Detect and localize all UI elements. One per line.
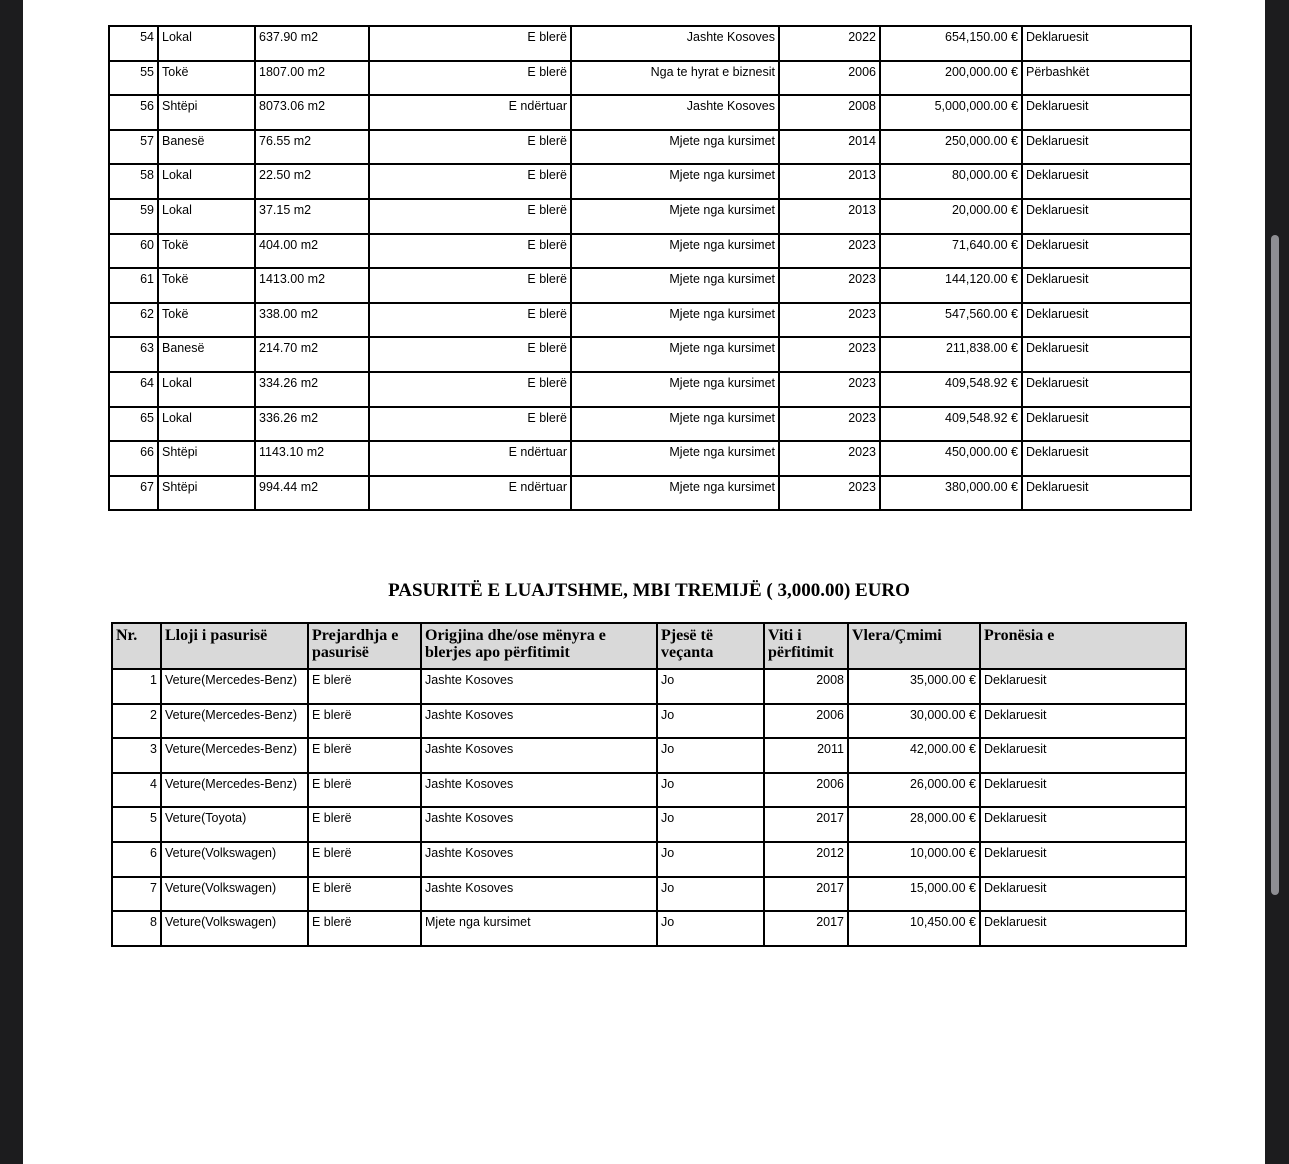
origin-cell: Mjete nga kursimet — [421, 911, 657, 946]
row-number-cell: 3 — [112, 738, 161, 773]
provenance-cell: E blerë — [308, 773, 421, 808]
value-cell: 10,000.00 € — [848, 842, 980, 877]
acquisition-type-cell: E blerë — [369, 199, 571, 234]
row-number-cell: 64 — [109, 372, 158, 407]
origin-cell: Mjete nga kursimet — [571, 476, 779, 511]
year-cell: 2008 — [779, 95, 880, 130]
table-row — [112, 704, 1186, 739]
year-cell: 2023 — [779, 303, 880, 338]
row-number-cell: 1 — [112, 669, 161, 704]
ownership-cell: Deklaruesit — [980, 877, 1186, 912]
acquisition-type-cell: E blerë — [369, 407, 571, 442]
ownership-cell: Deklaruesit — [1022, 372, 1191, 407]
value-cell: 28,000.00 € — [848, 807, 980, 842]
asset-type-cell: Lokal — [158, 372, 255, 407]
special-parts-cell: Jo — [657, 877, 764, 912]
asset-type-cell: Veture(Mercedes-Benz) — [161, 669, 308, 704]
year-cell: 2012 — [764, 842, 848, 877]
table-row — [112, 773, 1186, 808]
origin-cell: Mjete nga kursimet — [571, 234, 779, 269]
asset-type-cell: Tokë — [158, 303, 255, 338]
document-page — [23, 0, 1265, 1164]
origin-cell: Jashte Kosoves — [421, 704, 657, 739]
value-cell: 71,640.00 € — [880, 234, 1022, 269]
acquisition-type-cell: E ndërtuar — [369, 441, 571, 476]
area-cell: 8073.06 m2 — [255, 95, 369, 130]
area-cell: 404.00 m2 — [255, 234, 369, 269]
origin-cell: Mjete nga kursimet — [571, 407, 779, 442]
area-cell: 76.55 m2 — [255, 130, 369, 165]
asset-type-cell: Shtëpi — [158, 95, 255, 130]
ownership-cell: Deklaruesit — [1022, 95, 1191, 130]
ownership-cell: Deklaruesit — [980, 773, 1186, 808]
column-header: Viti i përfitimit — [764, 623, 848, 669]
ownership-cell: Deklaruesit — [980, 738, 1186, 773]
row-number-cell: 59 — [109, 199, 158, 234]
table-row — [109, 199, 1191, 234]
area-cell: 338.00 m2 — [255, 303, 369, 338]
asset-type-cell: Banesë — [158, 130, 255, 165]
special-parts-cell: Jo — [657, 669, 764, 704]
row-number-cell: 7 — [112, 877, 161, 912]
year-cell: 2023 — [779, 337, 880, 372]
value-cell: 409,548.92 € — [880, 407, 1022, 442]
acquisition-type-cell: E blerë — [369, 337, 571, 372]
year-cell: 2017 — [764, 807, 848, 842]
value-cell: 547,560.00 € — [880, 303, 1022, 338]
table-row — [112, 911, 1186, 946]
row-number-cell: 66 — [109, 441, 158, 476]
asset-type-cell: Tokë — [158, 234, 255, 269]
ownership-cell: Deklaruesit — [980, 842, 1186, 877]
value-cell: 144,120.00 € — [880, 268, 1022, 303]
origin-cell: Jashte Kosoves — [421, 669, 657, 704]
scrollbar-thumb[interactable] — [1271, 235, 1279, 895]
table-row — [109, 441, 1191, 476]
year-cell: 2006 — [764, 773, 848, 808]
year-cell: 2023 — [779, 372, 880, 407]
year-cell: 2006 — [779, 61, 880, 96]
table-row — [109, 61, 1191, 96]
asset-type-cell: Shtëpi — [158, 476, 255, 511]
asset-type-cell: Lokal — [158, 164, 255, 199]
asset-type-cell: Lokal — [158, 26, 255, 61]
origin-cell: Mjete nga kursimet — [571, 199, 779, 234]
provenance-cell: E blerë — [308, 738, 421, 773]
asset-type-cell: Veture(Mercedes-Benz) — [161, 704, 308, 739]
row-number-cell: 65 — [109, 407, 158, 442]
ownership-cell: Deklaruesit — [1022, 26, 1191, 61]
table-row — [112, 877, 1186, 912]
row-number-cell: 54 — [109, 26, 158, 61]
asset-type-cell: Veture(Toyota) — [161, 807, 308, 842]
special-parts-cell: Jo — [657, 842, 764, 877]
year-cell: 2023 — [779, 234, 880, 269]
table-row — [109, 337, 1191, 372]
origin-cell: Jashte Kosoves — [421, 773, 657, 808]
acquisition-type-cell: E blerë — [369, 372, 571, 407]
origin-cell: Jashte Kosoves — [571, 95, 779, 130]
special-parts-cell: Jo — [657, 807, 764, 842]
asset-type-cell: Veture(Mercedes-Benz) — [161, 773, 308, 808]
origin-cell: Jashte Kosoves — [421, 807, 657, 842]
value-cell: 26,000.00 € — [848, 773, 980, 808]
row-number-cell: 58 — [109, 164, 158, 199]
table-row — [109, 407, 1191, 442]
row-number-cell: 4 — [112, 773, 161, 808]
table-row — [112, 807, 1186, 842]
column-header: Prejardhja e pasurisë — [308, 623, 421, 669]
value-cell: 409,548.92 € — [880, 372, 1022, 407]
asset-type-cell: Veture(Volkswagen) — [161, 877, 308, 912]
table-row — [109, 130, 1191, 165]
area-cell: 1413.00 m2 — [255, 268, 369, 303]
acquisition-type-cell: E ndërtuar — [369, 95, 571, 130]
acquisition-type-cell: E blerë — [369, 26, 571, 61]
provenance-cell: E blerë — [308, 669, 421, 704]
origin-cell: Mjete nga kursimet — [571, 372, 779, 407]
area-cell: 994.44 m2 — [255, 476, 369, 511]
table-row — [109, 234, 1191, 269]
value-cell: 20,000.00 € — [880, 199, 1022, 234]
row-number-cell: 60 — [109, 234, 158, 269]
year-cell: 2011 — [764, 738, 848, 773]
area-cell: 214.70 m2 — [255, 337, 369, 372]
table-row — [109, 476, 1191, 511]
movable-assets-table — [111, 622, 1187, 947]
origin-cell: Mjete nga kursimet — [571, 441, 779, 476]
asset-type-cell: Tokë — [158, 268, 255, 303]
ownership-cell: Deklaruesit — [1022, 164, 1191, 199]
row-number-cell: 67 — [109, 476, 158, 511]
asset-type-cell: Veture(Mercedes-Benz) — [161, 738, 308, 773]
special-parts-cell: Jo — [657, 773, 764, 808]
ownership-cell: Deklaruesit — [980, 807, 1186, 842]
row-number-cell: 57 — [109, 130, 158, 165]
acquisition-type-cell: E blerë — [369, 234, 571, 269]
asset-type-cell: Veture(Volkswagen) — [161, 911, 308, 946]
year-cell: 2017 — [764, 877, 848, 912]
special-parts-cell: Jo — [657, 738, 764, 773]
table-row — [112, 738, 1186, 773]
ownership-cell: Deklaruesit — [1022, 441, 1191, 476]
year-cell: 2023 — [779, 407, 880, 442]
year-cell: 2023 — [779, 441, 880, 476]
year-cell: 2017 — [764, 911, 848, 946]
value-cell: 5,000,000.00 € — [880, 95, 1022, 130]
value-cell: 10,450.00 € — [848, 911, 980, 946]
ownership-cell: Deklaruesit — [1022, 234, 1191, 269]
row-number-cell: 2 — [112, 704, 161, 739]
table-header-row — [112, 623, 1186, 669]
area-cell: 37.15 m2 — [255, 199, 369, 234]
year-cell: 2013 — [779, 199, 880, 234]
value-cell: 35,000.00 € — [848, 669, 980, 704]
row-number-cell: 55 — [109, 61, 158, 96]
acquisition-type-cell: E blerë — [369, 303, 571, 338]
origin-cell: Mjete nga kursimet — [571, 130, 779, 165]
area-cell: 334.26 m2 — [255, 372, 369, 407]
origin-cell: Jashte Kosoves — [571, 26, 779, 61]
column-header: Pronësia e — [980, 623, 1186, 669]
row-number-cell: 61 — [109, 268, 158, 303]
origin-cell: Mjete nga kursimet — [571, 337, 779, 372]
origin-cell: Mjete nga kursimet — [571, 164, 779, 199]
table-row — [112, 669, 1186, 704]
table-row — [109, 372, 1191, 407]
provenance-cell: E blerë — [308, 911, 421, 946]
table-row — [109, 268, 1191, 303]
origin-cell: Jashte Kosoves — [421, 738, 657, 773]
value-cell: 30,000.00 € — [848, 704, 980, 739]
ownership-cell: Deklaruesit — [1022, 303, 1191, 338]
value-cell: 211,838.00 € — [880, 337, 1022, 372]
year-cell: 2013 — [779, 164, 880, 199]
column-header: Origjina dhe/ose mënyra e blerjes apo përfitimit — [421, 623, 657, 669]
year-cell: 2023 — [779, 268, 880, 303]
ownership-cell: Deklaruesit — [980, 704, 1186, 739]
table-row — [112, 842, 1186, 877]
origin-cell: Jashte Kosoves — [421, 842, 657, 877]
table-row — [109, 95, 1191, 130]
special-parts-cell: Jo — [657, 704, 764, 739]
area-cell: 22.50 m2 — [255, 164, 369, 199]
area-cell: 637.90 m2 — [255, 26, 369, 61]
area-cell: 1143.10 m2 — [255, 441, 369, 476]
acquisition-type-cell: E blerë — [369, 164, 571, 199]
value-cell: 15,000.00 € — [848, 877, 980, 912]
ownership-cell: Deklaruesit — [1022, 476, 1191, 511]
year-cell: 2022 — [779, 26, 880, 61]
asset-type-cell: Lokal — [158, 199, 255, 234]
table-row — [109, 164, 1191, 199]
year-cell: 2006 — [764, 704, 848, 739]
value-cell: 42,000.00 € — [848, 738, 980, 773]
origin-cell: Mjete nga kursimet — [571, 303, 779, 338]
special-parts-cell: Jo — [657, 911, 764, 946]
movable-assets-title: PASURITË E LUAJTSHME, MBI TREMIJË ( 3,000.00) EURO — [388, 580, 910, 601]
ownership-cell: Përbashkët — [1022, 61, 1191, 96]
year-cell: 2023 — [779, 476, 880, 511]
year-cell: 2008 — [764, 669, 848, 704]
value-cell: 250,000.00 € — [880, 130, 1022, 165]
provenance-cell: E blerë — [308, 807, 421, 842]
asset-type-cell: Tokë — [158, 61, 255, 96]
row-number-cell: 62 — [109, 303, 158, 338]
ownership-cell: Deklaruesit — [1022, 130, 1191, 165]
acquisition-type-cell: E blerë — [369, 268, 571, 303]
value-cell: 654,150.00 € — [880, 26, 1022, 61]
year-cell: 2014 — [779, 130, 880, 165]
row-number-cell: 5 — [112, 807, 161, 842]
origin-cell: Mjete nga kursimet — [571, 268, 779, 303]
ownership-cell: Deklaruesit — [980, 669, 1186, 704]
column-header: Vlera/Çmimi — [848, 623, 980, 669]
acquisition-type-cell: E ndërtuar — [369, 476, 571, 511]
asset-type-cell: Lokal — [158, 407, 255, 442]
value-cell: 200,000.00 € — [880, 61, 1022, 96]
origin-cell: Nga te hyrat e biznesit — [571, 61, 779, 96]
ownership-cell: Deklaruesit — [1022, 407, 1191, 442]
row-number-cell: 63 — [109, 337, 158, 372]
value-cell: 80,000.00 € — [880, 164, 1022, 199]
row-number-cell: 8 — [112, 911, 161, 946]
immovable-assets-table — [108, 25, 1192, 511]
table-row — [109, 303, 1191, 338]
ownership-cell: Deklaruesit — [1022, 337, 1191, 372]
acquisition-type-cell: E blerë — [369, 61, 571, 96]
ownership-cell: Deklaruesit — [1022, 268, 1191, 303]
asset-type-cell: Shtëpi — [158, 441, 255, 476]
provenance-cell: E blerë — [308, 877, 421, 912]
ownership-cell: Deklaruesit — [980, 911, 1186, 946]
value-cell: 450,000.00 € — [880, 441, 1022, 476]
row-number-cell: 6 — [112, 842, 161, 877]
value-cell: 380,000.00 € — [880, 476, 1022, 511]
area-cell: 336.26 m2 — [255, 407, 369, 442]
column-header: Nr. — [112, 623, 161, 669]
row-number-cell: 56 — [109, 95, 158, 130]
column-header: Lloji i pasurisë — [161, 623, 308, 669]
asset-type-cell: Veture(Volkswagen) — [161, 842, 308, 877]
asset-type-cell: Banesë — [158, 337, 255, 372]
acquisition-type-cell: E blerë — [369, 130, 571, 165]
table-row — [109, 26, 1191, 61]
provenance-cell: E blerë — [308, 704, 421, 739]
ownership-cell: Deklaruesit — [1022, 199, 1191, 234]
area-cell: 1807.00 m2 — [255, 61, 369, 96]
origin-cell: Jashte Kosoves — [421, 877, 657, 912]
provenance-cell: E blerë — [308, 842, 421, 877]
column-header: Pjesë të veçanta — [657, 623, 764, 669]
